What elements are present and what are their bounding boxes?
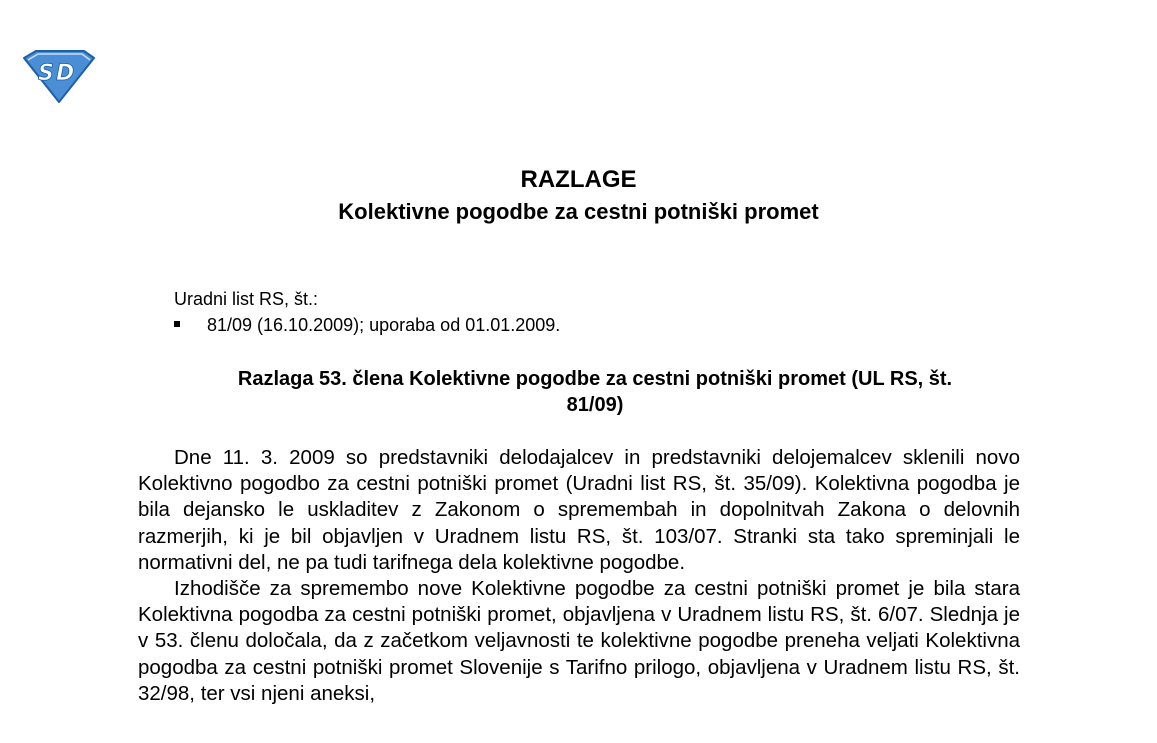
document-title: RAZLAGE <box>520 166 637 193</box>
gazette-list-item <box>174 314 560 336</box>
shield-logo-icon <box>22 48 96 104</box>
document-subtitle: Kolektivne pogodbe za cestni potniški promet <box>338 199 819 224</box>
body-paragraph: Izhodišče za spremembo nove Kolektivne pogodbe za cestni potniški promet je bila stara Kolektivna pogodba za cestni potniški promet, objavljena v Uradnem listu RS, št. 6/07. Slednja je v 53. členu določala, da z začetkom veljavnosti te kolektivne pogodbe preneha veljati Kolektivna pogodba za cestni potniški promet Slovenije s Tarifno prilogo, objavljena v Uradnem listu RS, št. 32/98, ter vsi njeni aneksi, <box>138 577 1020 705</box>
body-text <box>138 445 1020 707</box>
gazette-label: Uradni list RS, št.: <box>174 289 319 309</box>
gazette-list-item-text: 81/09 (16.10.2009); uporaba od 01.01.2009. <box>207 315 561 335</box>
bullet-icon <box>174 321 180 327</box>
gazette-list <box>174 314 560 336</box>
svg-text:D: D <box>56 61 75 86</box>
section-heading-line1: Razlaga 53. člena Kolektivne pogodbe za cestni potniški promet (UL RS, št. <box>237 368 953 390</box>
section-heading-line2: 81/09) <box>566 394 624 416</box>
body-paragraph: Dne 11. 3. 2009 so predstavniki delodajalcev in predstavniki delojemalcev sklenili novo Kolektivno pogodbo za cestni potniški promet (Uradni list RS, št. 35/09). Kolektivna pogodba je bila dejansko le uskladitev z Zakonom o spremembah in dopolnitvah Zakona o delovnih razmerjih, ki je bil objavljen v Uradnem listu RS, št. 103/07. Stranki sta tako spreminjali le normativni del, ne pa tudi tarifnega dela kolektivne pogodbe. <box>138 446 1020 574</box>
section-heading <box>170 366 1020 418</box>
svg-text:S: S <box>38 61 54 86</box>
